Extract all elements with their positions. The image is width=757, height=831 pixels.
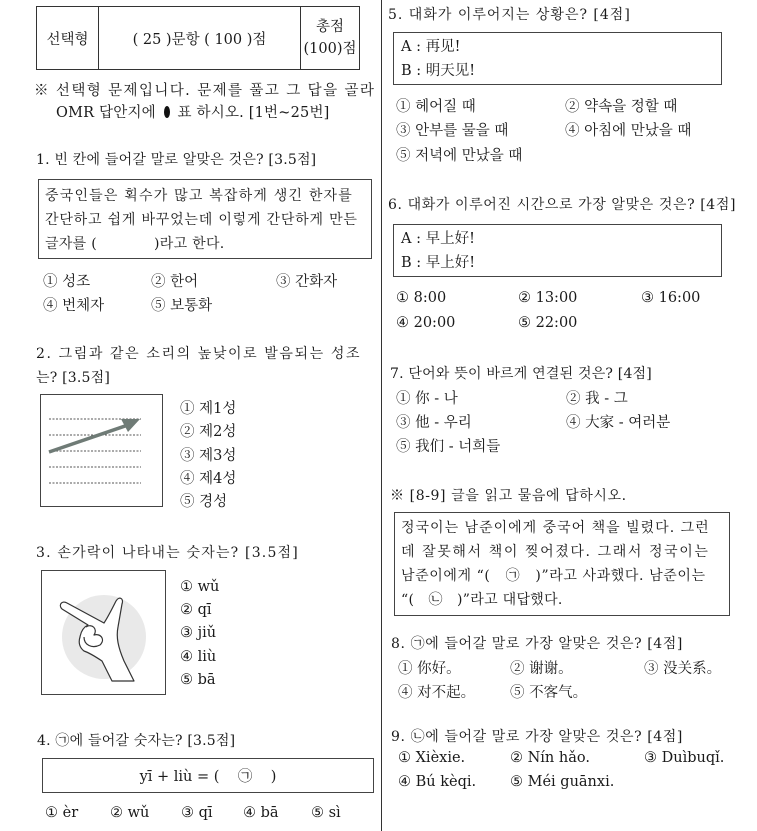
q5-dialog-line: B : 明天见! xyxy=(401,63,476,79)
q2-title-line-2: 는? [3.5점] xyxy=(36,370,110,386)
score-header-table xyxy=(36,6,360,70)
total-label: 총점 xyxy=(315,19,344,35)
q4-option-2[interactable]: ② wǔ xyxy=(110,805,150,821)
q2-option-4[interactable]: ④ 제4성 xyxy=(180,471,237,487)
q8-option-2[interactable]: ② 谢谢。 xyxy=(510,661,573,677)
q4-equation: yī + liù = ( ㉠ ) xyxy=(139,769,277,785)
count-text: ( 25 )문항 ( 100 )점 xyxy=(132,31,267,48)
q6-option-5[interactable]: ⑤ 22:00 xyxy=(518,315,578,331)
instruction-line-2a: OMR 답안지에 xyxy=(56,105,156,121)
q9-title: 9. ㉡에 들어갈 말로 가장 알맞은 것은? [4점] xyxy=(391,729,683,745)
q9-option-3[interactable]: ③ Duìbuqǐ. xyxy=(644,750,725,766)
q2-title-line-1: 2. 그림과 같은 소리의 높낮이로 발음되는 성조 xyxy=(36,346,362,362)
column-divider xyxy=(381,0,382,831)
q3-option-4[interactable]: ④ liù xyxy=(180,649,217,665)
q6-option-4[interactable]: ④ 20:00 xyxy=(396,315,456,331)
q8-option-5[interactable]: ⑤ 不客气。 xyxy=(510,685,588,701)
q1-passage-line: 중국인들은 획수가 많고 복잡하게 생긴 한자를 xyxy=(45,188,354,204)
q9-option-5[interactable]: ⑤ Méi guānxi. xyxy=(510,774,615,790)
q3-option-1[interactable]: ① wǔ xyxy=(180,579,220,595)
q2-option-1[interactable]: ① 제1성 xyxy=(180,401,237,417)
q1-option-3[interactable]: ③ 간화자 xyxy=(276,274,338,290)
group-8-9-passage-line: 남준이에게 “( ㉠ )”라고 사과했다. 남준이는 xyxy=(401,568,706,584)
q9-option-4[interactable]: ④ Bú kèqi. xyxy=(398,774,477,790)
q7-option-1[interactable]: ① 你 - 나 xyxy=(396,391,458,407)
q3-option-3[interactable]: ③ jiǔ xyxy=(180,625,217,641)
group-8-9-passage-line: 데 잘못해서 책이 찢어졌다. 그래서 정국이는 xyxy=(401,544,710,560)
type-cell xyxy=(37,7,99,69)
q8-title: 8. ㉠에 들어갈 말로 가장 알맞은 것은? [4점] xyxy=(391,636,683,652)
q7-option-3[interactable]: ③ 他 - 우리 xyxy=(396,415,472,431)
q6-dialog-line: A : 早上好! xyxy=(401,231,475,247)
type-label: 선택형 xyxy=(46,31,89,48)
q7-option-2[interactable]: ② 我 - 그 xyxy=(566,391,628,407)
q6-option-2[interactable]: ② 13:00 xyxy=(518,290,578,306)
group-8-9-passage-box xyxy=(394,512,730,616)
q2-option-3[interactable]: ③ 제3성 xyxy=(180,448,237,464)
q6-option-1[interactable]: ① 8:00 xyxy=(396,290,447,306)
q1-passage-line: 글자를 ( )라고 한다. xyxy=(45,236,225,252)
q9-option-2[interactable]: ② Nín hǎo. xyxy=(510,750,590,766)
q3-option-5[interactable]: ⑤ bā xyxy=(180,672,216,688)
instruction-line-2 xyxy=(56,101,330,122)
total-value: (100)점 xyxy=(303,41,357,57)
q4-option-3[interactable]: ③ qī xyxy=(181,805,213,821)
q6-dialog-box xyxy=(393,224,722,277)
q2-option-5[interactable]: ⑤ 경성 xyxy=(180,494,228,510)
q1-option-2[interactable]: ② 한어 xyxy=(151,274,199,290)
q1-option-1[interactable]: ① 성조 xyxy=(43,274,91,290)
hand-gesture-icon xyxy=(41,570,166,695)
q7-title: 7. 단어와 뜻이 바르게 연결된 것은? [4점] xyxy=(390,366,652,382)
q3-title: 3. 손가락이 나타내는 숫자는? [3.5점] xyxy=(36,545,299,561)
q5-option-4[interactable]: ④ 아침에 만났을 때 xyxy=(565,123,692,139)
q5-option-2[interactable]: ② 약속을 정할 때 xyxy=(565,99,678,115)
q5-title: 5. 대화가 이루어지는 상황은? [4점] xyxy=(388,7,631,23)
q4-option-4[interactable]: ④ bā xyxy=(243,805,279,821)
instruction-line-2b: 표 하시오. [1번~25번] xyxy=(177,105,330,121)
q6-title: 6. 대화가 이루어진 시간으로 가장 알맞은 것은? [4점] xyxy=(388,197,737,213)
q5-option-5[interactable]: ⑤ 저녁에 만났을 때 xyxy=(396,148,523,164)
q8-option-1[interactable]: ① 你好。 xyxy=(398,661,461,677)
q1-option-5[interactable]: ⑤ 보통화 xyxy=(151,298,213,314)
q1-passage-box xyxy=(38,179,372,259)
q5-option-3[interactable]: ③ 안부를 물을 때 xyxy=(396,123,509,139)
q1-title: 1. 빈 칸에 들어갈 말로 알맞은 것은? [3.5점] xyxy=(36,152,317,168)
q1-option-4[interactable]: ④ 번체자 xyxy=(43,298,105,314)
group-8-9-passage-line: “( ㉡ )”라고 대답했다. xyxy=(401,592,563,608)
q5-option-1[interactable]: ① 헤어질 때 xyxy=(396,99,476,115)
group-8-9-instruction: ※ [8-9] 글을 읽고 물음에 답하시오. xyxy=(390,488,627,504)
count-cell xyxy=(99,7,301,69)
rising-tone-arrow-icon xyxy=(40,394,163,507)
q7-option-5[interactable]: ⑤ 我们 - 너희들 xyxy=(396,439,501,455)
q4-option-5[interactable]: ⑤ sì xyxy=(311,805,341,821)
total-cell xyxy=(301,7,359,69)
q5-dialog-line: A : 再见! xyxy=(401,39,461,55)
q4-equation-box xyxy=(42,758,374,793)
q7-option-4[interactable]: ④ 大家 - 여러분 xyxy=(566,415,671,431)
q9-option-1[interactable]: ① Xièxie. xyxy=(398,750,466,766)
q4-option-1[interactable]: ① èr xyxy=(45,805,79,821)
q8-option-3[interactable]: ③ 没关系。 xyxy=(644,661,722,677)
q5-dialog-box xyxy=(393,32,722,85)
q1-passage-line: 간단하고 쉽게 바꾸었는데 이렇게 간단하게 만든 xyxy=(45,212,358,228)
q8-option-4[interactable]: ④ 对不起。 xyxy=(398,685,476,701)
q6-dialog-line: B : 早上好! xyxy=(401,255,476,271)
q3-option-2[interactable]: ② qī xyxy=(180,602,212,618)
q2-option-2[interactable]: ② 제2성 xyxy=(180,424,237,440)
omr-mark-icon xyxy=(164,106,170,118)
instruction-line-1: ※ 선택형 문제입니다. 문제를 풀고 그 답을 골라 xyxy=(34,83,376,99)
q6-option-3[interactable]: ③ 16:00 xyxy=(641,290,701,306)
group-8-9-passage-line: 정국이는 남준이에게 중국어 책을 빌렸다. 그런 xyxy=(401,520,710,536)
q4-title: 4. ㉠에 들어갈 숫자는? [3.5점] xyxy=(37,733,236,749)
